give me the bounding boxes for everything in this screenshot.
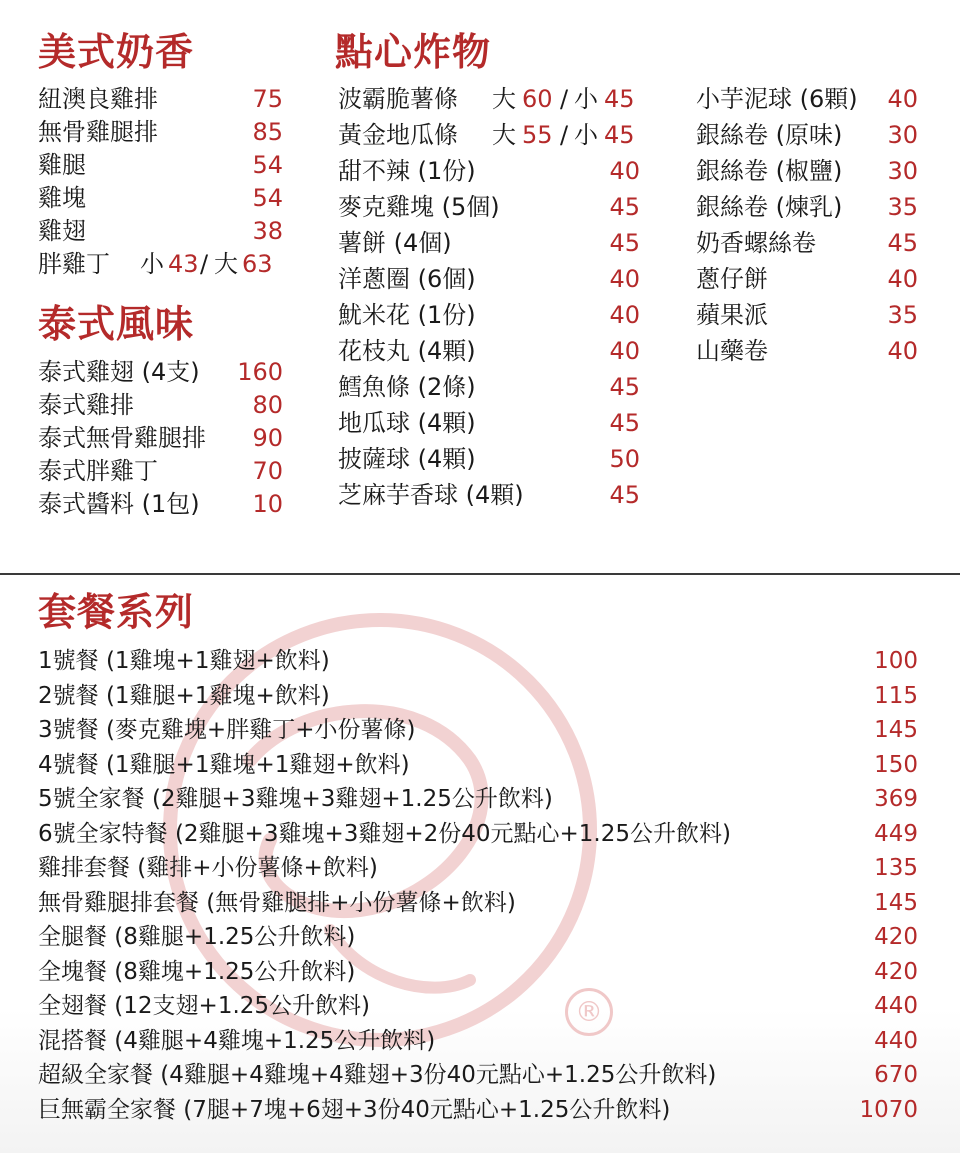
item-price: 420 <box>874 958 918 985</box>
item-price: 35 <box>887 301 918 329</box>
item-name: 地瓜球 (4顆) <box>338 409 476 437</box>
item-price: 145 <box>874 717 918 743</box>
menu-item <box>38 215 283 248</box>
menu-item <box>38 713 918 747</box>
item-price: 115 <box>874 682 918 709</box>
item-price: 45 <box>609 193 640 221</box>
item-name: 胖雞丁 <box>38 250 110 278</box>
menu-item <box>696 155 918 188</box>
size-separator: / <box>200 250 209 278</box>
item-name: 芝麻芋香球 (4顆) <box>338 481 524 509</box>
item-name: 小芋泥球 (6顆) <box>696 85 858 113</box>
item-price: 85 <box>252 118 283 146</box>
item-name: 無骨雞腿排 <box>38 118 158 146</box>
item-name: 4號餐 (1雞腿+1雞塊+1雞翅+飲料) <box>38 751 410 778</box>
menu-item <box>38 83 283 116</box>
item-name: 泰式雞翅 (4支) <box>38 358 200 386</box>
item-price: 440 <box>874 1027 918 1054</box>
menu-item-sized <box>338 119 643 152</box>
menu-item <box>696 119 918 152</box>
item-name: 黃金地瓜條 <box>338 121 458 149</box>
item-name: 超級全家餐 (4雞腿+4雞塊+4雞翅+3份40元點心+1.25公升飲料) <box>38 1062 717 1088</box>
size-large-label: 大 <box>492 121 516 149</box>
item-name: 泰式無骨雞腿排 <box>38 424 206 452</box>
size-small-price: 45 <box>604 121 635 149</box>
item-name: 甜不辣 (1份) <box>338 157 476 185</box>
menu-item <box>38 817 918 851</box>
item-price: 45 <box>887 229 918 257</box>
menu-item <box>696 227 918 260</box>
menu-item <box>696 263 918 296</box>
size-large-label: 大 <box>214 250 238 278</box>
menu-item <box>38 851 918 885</box>
item-price: 54 <box>252 184 283 212</box>
menu-item <box>38 1093 918 1127</box>
item-name: 全塊餐 (8雞塊+1.25公升飲料) <box>38 958 356 985</box>
menu-item <box>38 455 283 488</box>
menu-item <box>338 407 640 440</box>
menu-item <box>338 443 640 476</box>
menu-item <box>38 679 918 713</box>
menu-item <box>338 227 640 260</box>
menu-item <box>38 422 283 455</box>
item-name: 2號餐 (1雞腿+1雞塊+飲料) <box>38 682 330 709</box>
item-price: 75 <box>252 85 283 113</box>
item-price: 50 <box>609 445 640 473</box>
item-price: 449 <box>874 820 918 847</box>
item-name: 泰式雞排 <box>38 391 134 419</box>
item-name: 山藥卷 <box>696 337 768 365</box>
item-price: 45 <box>609 481 640 509</box>
menu-item <box>696 299 918 332</box>
item-price: 35 <box>887 193 918 221</box>
item-name: 花枝丸 (4顆) <box>338 337 476 365</box>
menu-item <box>38 116 283 149</box>
item-price: 80 <box>252 391 283 419</box>
item-name: 蔥仔餅 <box>696 265 768 293</box>
item-name: 雞塊 <box>38 184 86 212</box>
size-large-label: 大 <box>492 85 516 113</box>
menu-item <box>38 1058 918 1092</box>
menu-item <box>38 389 283 422</box>
menu-item <box>38 989 918 1023</box>
size-large-price: 55 <box>522 121 553 149</box>
item-price: 40 <box>609 157 640 185</box>
item-price: 45 <box>609 229 640 257</box>
size-large-price: 63 <box>242 250 273 278</box>
item-price: 40 <box>609 301 640 329</box>
menu-item <box>38 182 283 215</box>
item-name: 銀絲卷 (椒鹽) <box>696 157 843 185</box>
item-name: 6號全家特餐 (2雞腿+3雞塊+3雞翅+2份40元點心+1.25公升飲料) <box>38 820 731 847</box>
item-price: 150 <box>874 751 918 778</box>
item-name: 巨無霸全家餐 (7腿+7塊+6翅+3份40元點心+1.25公升飲料) <box>38 1096 671 1123</box>
item-price: 145 <box>874 889 918 916</box>
item-name: 5號全家餐 (2雞腿+3雞塊+3雞翅+1.25公升飲料) <box>38 786 553 812</box>
item-price: 70 <box>252 457 283 485</box>
menu-item <box>38 886 918 920</box>
size-small-price: 45 <box>604 85 635 113</box>
menu-item <box>38 920 918 954</box>
item-price: 40 <box>887 337 918 365</box>
item-name: 奶香螺絲卷 <box>696 229 816 257</box>
menu-item <box>38 488 283 521</box>
size-small-label: 小 <box>140 250 164 278</box>
item-name: 魷米花 (1份) <box>338 301 476 329</box>
item-price: 100 <box>874 648 918 674</box>
item-price: 45 <box>609 373 640 401</box>
item-price: 369 <box>874 786 918 812</box>
registered-mark: ® <box>565 988 613 1036</box>
item-name: 全腿餐 (8雞腿+1.25公升飲料) <box>38 924 356 950</box>
item-name: 全翅餐 (12支翅+1.25公升飲料) <box>38 993 371 1019</box>
item-name: 無骨雞腿排套餐 (無骨雞腿排+小份薯條+飲料) <box>38 889 516 916</box>
menu-item <box>338 191 640 224</box>
menu-item <box>38 955 918 989</box>
item-price: 45 <box>609 409 640 437</box>
item-name: 蘋果派 <box>696 301 768 329</box>
item-price: 90 <box>252 424 283 452</box>
menu-item <box>696 335 918 368</box>
item-price: 420 <box>874 924 918 950</box>
item-name: 披薩球 (4顆) <box>338 445 476 473</box>
item-price: 670 <box>874 1062 918 1088</box>
item-price: 30 <box>887 157 918 185</box>
menu-item <box>38 644 918 678</box>
size-small-price: 43 <box>168 250 199 278</box>
size-small-label: 小 <box>574 121 598 149</box>
menu-item <box>696 191 918 224</box>
size-separator: / <box>560 85 569 113</box>
item-price: 1070 <box>859 1096 918 1123</box>
item-name: 紐澳良雞排 <box>38 85 158 113</box>
item-name: 銀絲卷 (煉乳) <box>696 193 843 221</box>
item-price: 160 <box>237 358 283 386</box>
snacks-heading: 點心炸物 <box>335 30 492 74</box>
menu-item-sized <box>338 83 643 116</box>
size-large-price: 60 <box>522 85 553 113</box>
item-price: 10 <box>252 490 283 518</box>
item-name: 泰式胖雞丁 <box>38 457 158 485</box>
item-name: 鱈魚條 (2條) <box>338 373 476 401</box>
menu-item <box>38 356 283 389</box>
item-name: 麥克雞塊 (5個) <box>338 193 500 221</box>
menu-item <box>38 782 918 816</box>
item-price: 38 <box>252 217 283 245</box>
menu-item <box>696 83 918 116</box>
item-name: 3號餐 (麥克雞塊+胖雞丁+小份薯條) <box>38 717 416 743</box>
item-price: 440 <box>874 993 918 1019</box>
menu-item <box>338 299 640 332</box>
size-small-label: 小 <box>574 85 598 113</box>
item-name: 洋蔥圈 (6個) <box>338 265 476 293</box>
menu-item <box>38 748 918 782</box>
item-price: 135 <box>874 855 918 881</box>
menu-item <box>338 371 640 404</box>
menu-item <box>338 335 640 368</box>
combos-heading: 套餐系列 <box>38 590 195 634</box>
item-price: 54 <box>252 151 283 179</box>
item-price: 40 <box>609 265 640 293</box>
menu-item <box>38 149 283 182</box>
item-name: 泰式醬料 (1包) <box>38 490 200 518</box>
item-name: 雞腿 <box>38 151 86 179</box>
item-name: 混搭餐 (4雞腿+4雞塊+1.25公升飲料) <box>38 1027 436 1054</box>
item-price: 30 <box>887 121 918 149</box>
item-name: 波霸脆薯條 <box>338 85 458 113</box>
item-name: 銀絲卷 (原味) <box>696 121 843 149</box>
item-price: 40 <box>887 265 918 293</box>
item-price: 40 <box>609 337 640 365</box>
item-name: 1號餐 (1雞塊+1雞翅+飲料) <box>38 648 330 674</box>
menu-item <box>338 263 640 296</box>
item-name: 雞排套餐 (雞排+小份薯條+飲料) <box>38 855 378 881</box>
menu-item <box>38 1024 918 1058</box>
thai-heading: 泰式風味 <box>38 302 195 346</box>
item-price: 40 <box>887 85 918 113</box>
menu-item-sized <box>38 248 288 281</box>
menu-item <box>338 155 640 188</box>
item-name: 雞翅 <box>38 217 86 245</box>
american-heading: 美式奶香 <box>38 30 195 74</box>
menu-item <box>338 479 640 512</box>
size-separator: / <box>560 121 569 149</box>
item-name: 薯餅 (4個) <box>338 229 452 257</box>
